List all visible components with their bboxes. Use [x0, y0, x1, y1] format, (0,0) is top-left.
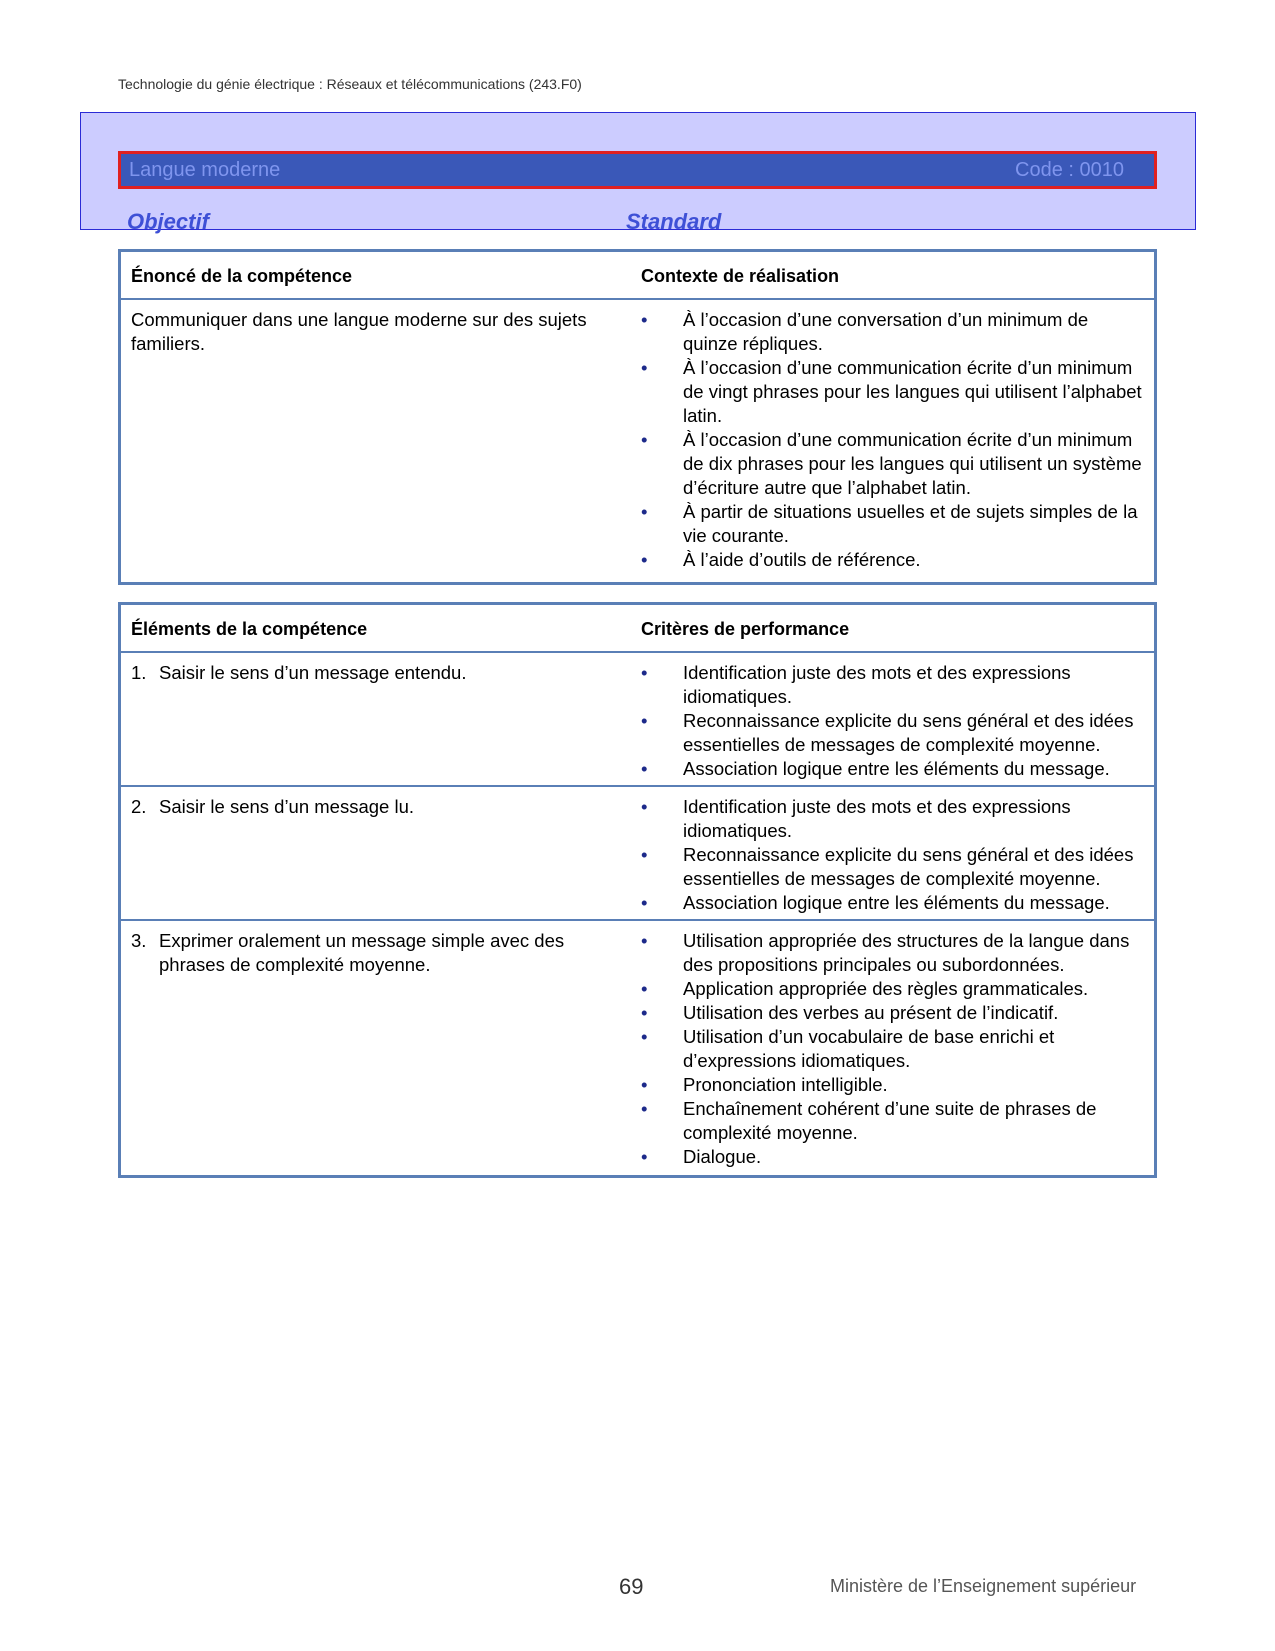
list-item: • Identification juste des mots et des expressions idiomatiques. — [641, 661, 1144, 709]
list-item: • À l’occasion d’une communication écrite d’un minimum de dix phrases pour les langues qui utilisent un système d’écriture autre que l’alphabet latin. — [641, 428, 1144, 500]
title-bar — [118, 151, 1157, 189]
list-item: • Utilisation des verbes au présent de l’indicatif. — [641, 1001, 1144, 1025]
criteria-list — [641, 661, 1144, 781]
elements-header: Éléments de la compétence — [120, 604, 632, 653]
list-item: • À l’occasion d’une communication écrite d’un minimum de vingt phrases pour les langues qui utilisent l’alphabet latin. — [641, 356, 1144, 428]
competence-statement: Communiquer dans une langue moderne sur des sujets familiers. — [131, 309, 587, 354]
list-item: • Reconnaissance explicite du sens général et des idées essentielles de messages de complexité moyenne. — [641, 843, 1144, 891]
table-row — [120, 786, 1156, 920]
footer-ministry: Ministère de l’Enseignement supérieur — [830, 1576, 1137, 1596]
element-text: Saisir le sens d’un message lu. — [159, 796, 415, 817]
list-item: • Utilisation appropriée des structures de la langue dans des propositions principales ou subordonnées. — [641, 929, 1144, 977]
standard-heading: Standard — [626, 209, 722, 234]
list-item: • Prononciation intelligible. — [641, 1073, 1144, 1097]
element-number: 1. — [131, 662, 147, 683]
title-bar-code: Code : 0010 — [1015, 158, 1124, 181]
element-text: Exprimer oralement un message simple avec des phrases de complexité moyenne. — [159, 930, 565, 975]
objectif-heading: Objectif — [127, 209, 209, 234]
title-bar-subject: Langue moderne — [129, 158, 281, 181]
list-item: • Association logique entre les éléments du message. — [641, 891, 1144, 915]
element-number: 2. — [131, 796, 147, 817]
list-item: • Utilisation d’un vocabulaire de base enrichi et d’expressions idiomatiques. — [641, 1025, 1144, 1073]
element-text: Saisir le sens d’un message entendu. — [159, 662, 467, 683]
page-number: 69 — [619, 1574, 644, 1599]
criteria-list — [641, 929, 1144, 1169]
list-item: • Enchaînement cohérent d’une suite de phrases de complexité moyenne. — [641, 1097, 1144, 1145]
running-head: Technologie du génie électrique : Réseaux et télécommunications (243.F0) — [118, 76, 582, 92]
list-item: • Dialogue. — [641, 1145, 1144, 1169]
element-item — [131, 661, 621, 685]
list-item: • Association logique entre les éléments du message. — [641, 757, 1144, 781]
list-item: • À l’aide d’outils de référence. — [641, 548, 1144, 572]
table-row — [120, 652, 1156, 786]
list-item: • Identification juste des mots et des expressions idiomatiques. — [641, 795, 1144, 843]
list-item: • À l’occasion d’une conversation d’un minimum de quinze répliques. — [641, 308, 1144, 356]
element-number: 3. — [131, 930, 147, 951]
element-item — [131, 795, 621, 819]
list-item: • Reconnaissance explicite du sens général et des idées essentielles de messages de complexité moyenne. — [641, 709, 1144, 757]
competence-context-table — [118, 249, 1157, 585]
context-header: Contexte de réalisation — [631, 251, 1156, 300]
table-row — [120, 920, 1156, 1177]
criteria-list — [641, 795, 1144, 915]
element-item — [131, 929, 621, 977]
list-item: • Application appropriée des règles grammaticales. — [641, 977, 1144, 1001]
context-list — [641, 308, 1144, 572]
statement-header: Énoncé de la compétence — [120, 251, 632, 300]
list-item: • À partir de situations usuelles et de sujets simples de la vie courante. — [641, 500, 1144, 548]
elements-criteria-table — [118, 602, 1157, 1178]
criteria-header: Critères de performance — [631, 604, 1156, 653]
